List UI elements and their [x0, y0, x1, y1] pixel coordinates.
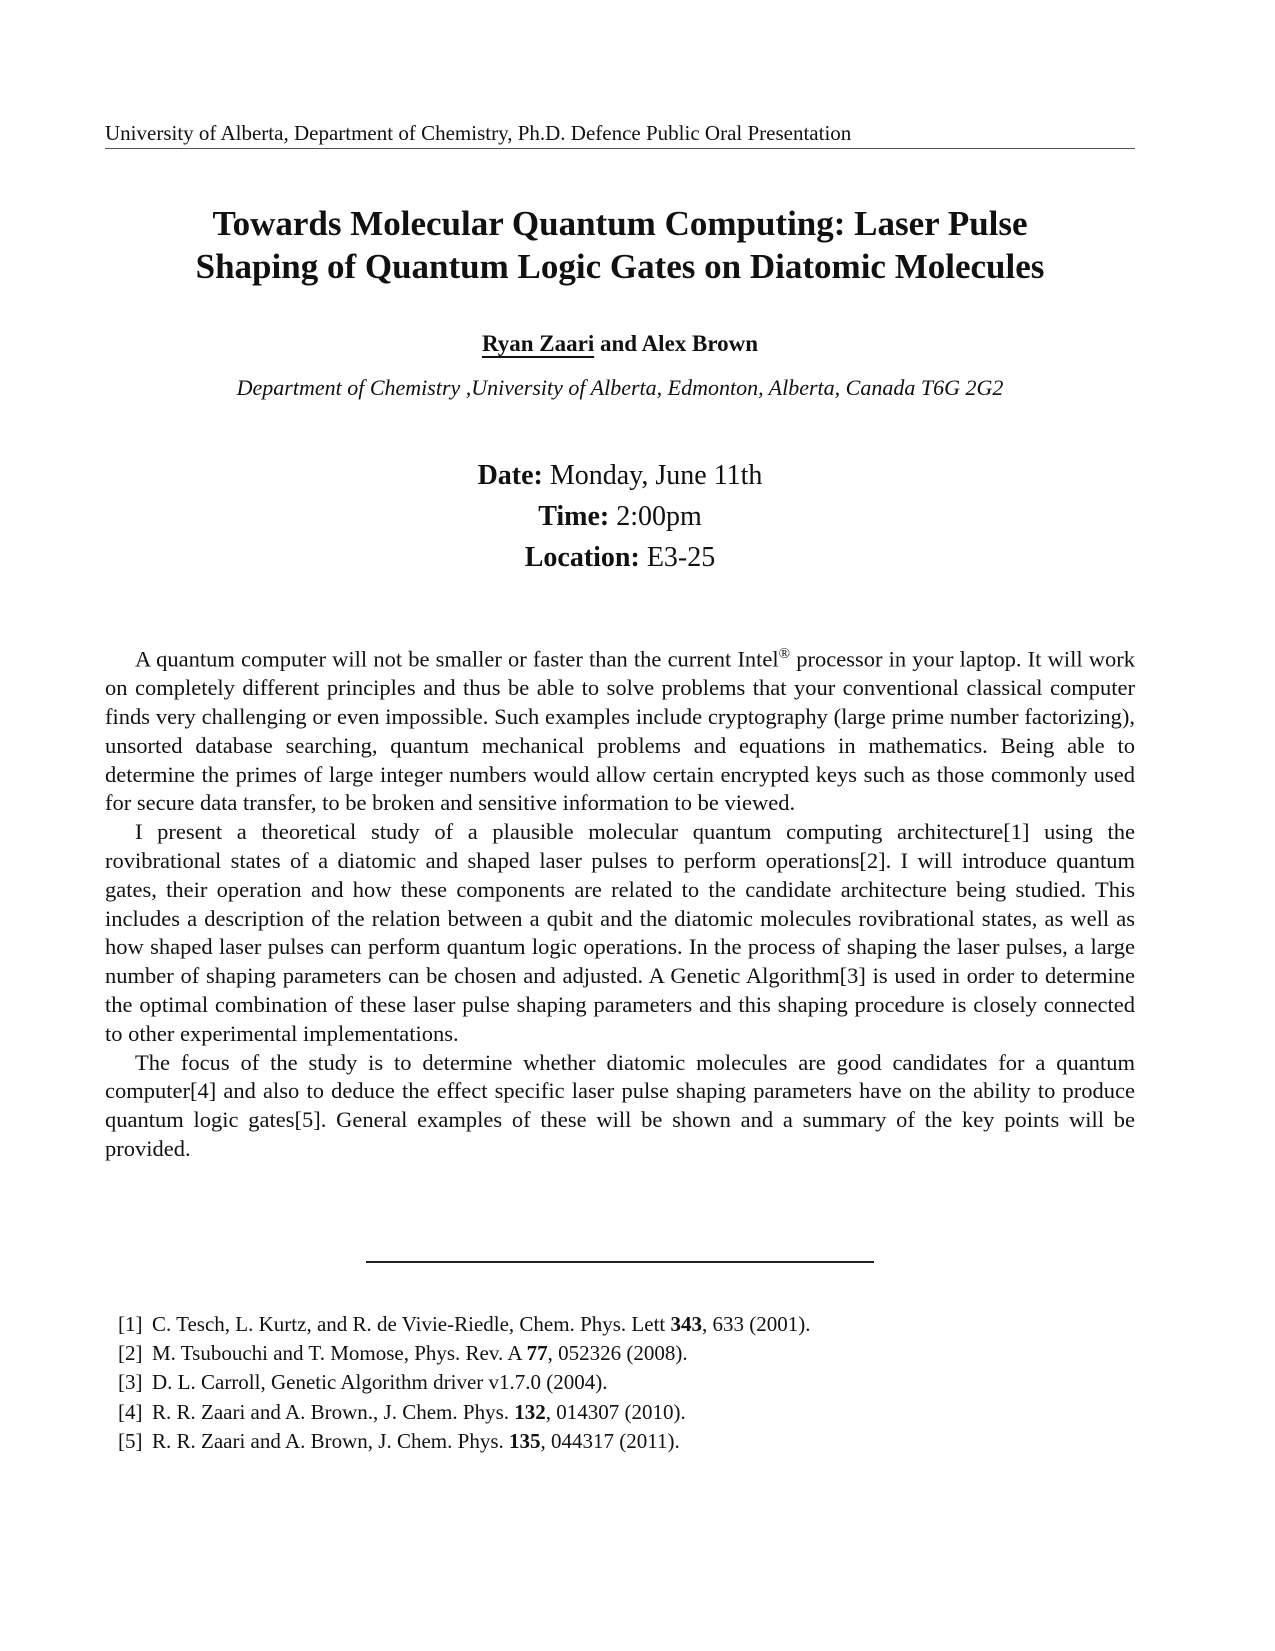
date-value: Monday, June 11th	[542, 460, 763, 491]
reference-volume: 343	[670, 1312, 702, 1336]
reference-text: R. R. Zaari and A. Brown, J. Chem. Phys.	[152, 1428, 509, 1453]
abstract-paragraph-3: The focus of the study is to determine whether diatomic molecules are good candidates for a quantum computer[4] and also to deduce the effect specific laser pulse shaping parameters have on the ability to produce quantum logic gates[5]. General examples of these will be shown and a summary of the key points will be provided.	[105, 1049, 1135, 1162]
abstract-body	[105, 640, 1135, 1164]
time-value: 2:00pm	[609, 501, 702, 532]
reference-item	[118, 1368, 1118, 1397]
reference-volume: 132	[514, 1399, 546, 1424]
reference-pages: , 052326 (2008).	[547, 1341, 688, 1366]
reference-text: D. L. Carroll, Genetic Algorithm driver v1.7.0 (2004).	[152, 1370, 608, 1395]
title-line-2: Shaping of Quantum Logic Gates on Diatomic Molecules	[195, 247, 1045, 286]
reference-item	[118, 1427, 1118, 1456]
reference-pages: , 633 (2001).	[702, 1312, 811, 1336]
reference-volume: 77	[526, 1341, 548, 1366]
reference-item	[118, 1310, 1118, 1339]
reference-item	[118, 1339, 1118, 1368]
title-line-1: Towards Molecular Quantum Computing: Laser Pulse	[212, 204, 1028, 243]
author-joiner: and	[594, 331, 642, 356]
event-time	[105, 496, 1135, 537]
event-date	[105, 455, 1135, 496]
date-label: Date:	[477, 460, 543, 491]
reference-pages: , 044317 (2011).	[540, 1428, 680, 1453]
reference-list	[118, 1310, 1118, 1456]
reference-number: [4]	[118, 1399, 143, 1424]
registered-mark: ®	[778, 646, 791, 662]
reference-number: [5]	[118, 1428, 143, 1453]
abstract-paragraph-1	[105, 640, 1135, 818]
affiliation: Department of Chemistry ,University of Alberta, Edmonton, Alberta, Canada T6G 2G2	[236, 375, 1004, 400]
reference-pages: , 014307 (2010).	[545, 1399, 686, 1424]
reference-number: [3]	[118, 1370, 143, 1395]
author-line	[105, 330, 1135, 358]
event-details	[105, 455, 1135, 578]
author-coauthor: Alex Brown	[641, 331, 759, 356]
reference-text: C. Tesch, L. Kurtz, and R. de Vivie-Riedle, Chem. Phys. Lett	[152, 1312, 671, 1336]
location-label: Location:	[524, 542, 640, 573]
abstract-paragraph-2: I present a theoretical study of a plausible molecular quantum computing architecture[1] using the rovibrational states of a diatomic and shaped laser pulses to perform operations[2]. I will introduce quantum gates, their operation and how these components are related to the candidate architecture being studied. This includes a description of the relation between a qubit and the diatomic molecules rovibrational states, as well as how shaped laser pulses can perform quantum logic operations. In the process of shaping the laser pulses, a large number of shaping parameters can be chosen and adjusted. A Genetic Algorithm[3] is used in order to determine the optimal combination of these laser pulse shaping parameters and this shaping procedure is closely connected to other experimental implementations.	[105, 819, 1135, 1046]
event-location	[105, 537, 1135, 578]
document-title	[105, 202, 1135, 288]
running-header: University of Alberta, Department of Chemistry, Ph.D. Defence Public Oral Presentation	[105, 120, 1135, 149]
abstract-p1-start: A quantum computer will not be smaller or faster than the current Intel	[135, 646, 779, 672]
author-presenter: Ryan Zaari	[481, 331, 595, 356]
location-value: E3-25	[639, 542, 716, 573]
reference-item	[118, 1398, 1118, 1427]
reference-text: M. Tsubouchi and T. Momose, Phys. Rev. A	[152, 1341, 527, 1366]
time-label: Time:	[538, 501, 610, 532]
reference-volume: 135	[509, 1428, 541, 1453]
reference-number: [2]	[118, 1341, 143, 1366]
reference-text: R. R. Zaari and A. Brown., J. Chem. Phys.	[152, 1399, 515, 1424]
abstract-p1-rest: processor in your laptop. It will work on completely different principles and thus be able to solve problems that your conventional classical computer finds very challenging or even impossible. Such examples include cryptography (large prime number factorizing), unsorted database searching, quantum mechanical problems and equations in mathematics. Being able to determine the primes of large integer numbers would allow certain encrypted keys such as those commonly used for secure data transfer, to be broken and sensitive information to be viewed.	[105, 646, 1135, 816]
reference-number: [1]	[118, 1312, 143, 1336]
